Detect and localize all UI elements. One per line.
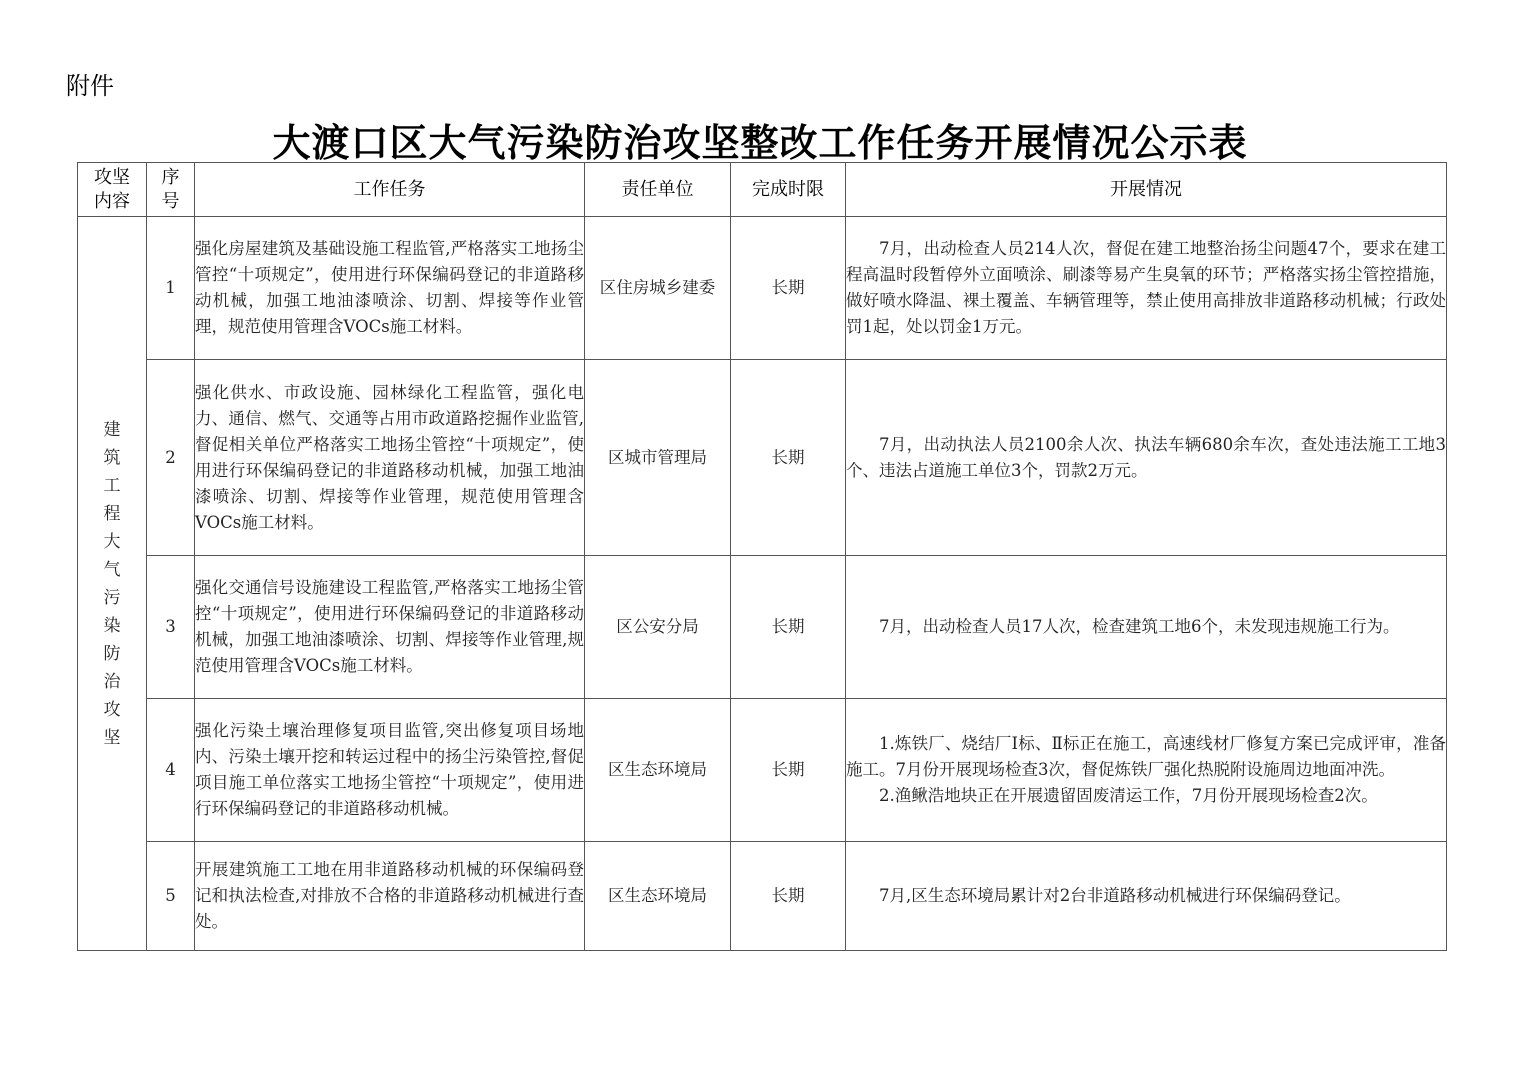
status-item-2: 2.渔鳅浩地块正在开展遗留固废清运工作，7月份开展现场检查2次。 bbox=[879, 786, 1378, 805]
row-seq: 5 bbox=[147, 842, 195, 951]
page-title: 大渡口区大气污染防治攻坚整改工作任务开展情况公示表 bbox=[272, 120, 1248, 165]
row-deadline: 长期 bbox=[731, 842, 846, 951]
row-deadline: 长期 bbox=[731, 556, 846, 699]
row-status: 7月，出动检查人员214人次，督促在建工地整治扬尘问题47个，要求在建工程高温时段暂停外立面喷涂、刷漆等易产生臭氧的环节；严格落实扬尘管控措施，做好喷水降温、裸土覆盖、车辆管理等，禁止使用高排放非道路移动机械；行政处罚1起，处以罚金1万元。 bbox=[846, 217, 1447, 360]
table-row bbox=[78, 360, 1447, 556]
table-header-row bbox=[78, 163, 1447, 217]
header-unit: 责任单位 bbox=[585, 163, 731, 217]
row-task: 强化污染土壤治理修复项目监管,突出修复项目场地内、污染土壤开挖和转运过程中的扬尘污染管控,督促项目施工单位落实工地扬尘管控“十项规定”，使用进行环保编码登记的非道路移动机械。 bbox=[195, 699, 585, 842]
category-cell: 建筑工程大气污染防治攻坚 bbox=[78, 217, 147, 951]
row-unit: 区生态环境局 bbox=[585, 699, 731, 842]
row-seq: 3 bbox=[147, 556, 195, 699]
table-row bbox=[78, 699, 1447, 842]
attachment-label: 附件 bbox=[66, 72, 114, 100]
header-task: 工作任务 bbox=[195, 163, 585, 217]
row-seq: 2 bbox=[147, 360, 195, 556]
row-unit: 区生态环境局 bbox=[585, 842, 731, 951]
row-status: 7月，出动检查人员17人次，检查建筑工地6个，未发现违规施工行为。 bbox=[846, 556, 1447, 699]
row-deadline: 长期 bbox=[731, 217, 846, 360]
header-status: 开展情况 bbox=[846, 163, 1447, 217]
header-category: 攻坚内容 bbox=[78, 163, 147, 217]
row-status: 7月，出动执法人员2100余人次、执法车辆680余车次，查处违法施工工地3个、违法占道施工单位3个，罚款2万元。 bbox=[846, 360, 1447, 556]
status-item-1: 1.炼铁厂、烧结厂Ⅰ标、Ⅱ标正在施工，高速线材厂修复方案已完成评审，准备施工。7月份开展现场检查3次，督促炼铁厂强化热脱附设施周边地面冲洗。 bbox=[846, 734, 1446, 779]
row-unit: 区城市管理局 bbox=[585, 360, 731, 556]
header-deadline: 完成时限 bbox=[731, 163, 846, 217]
row-unit: 区住房城乡建委 bbox=[585, 217, 731, 360]
row-status: 7月,区生态环境局累计对2台非道路移动机械进行环保编码登记。 bbox=[846, 842, 1447, 951]
header-seq: 序号 bbox=[147, 163, 195, 217]
row-unit: 区公安分局 bbox=[585, 556, 731, 699]
row-task: 强化交通信号设施建设工程监管,严格落实工地扬尘管控“十项规定”，使用进行环保编码登记的非道路移动机械，加强工地油漆喷涂、切割、焊接等作业管理,规范使用管理含VOCs施工材料。 bbox=[195, 556, 585, 699]
table-row bbox=[78, 842, 1447, 951]
row-seq: 1 bbox=[147, 217, 195, 360]
row-task: 强化房屋建筑及基础设施工程监管,严格落实工地扬尘管控“十项规定”，使用进行环保编码登记的非道路移动机械，加强工地油漆喷涂、切割、焊接等作业管理，规范使用管理含VOCs施工材料。 bbox=[195, 217, 585, 360]
table-row bbox=[78, 217, 1447, 360]
task-table bbox=[77, 162, 1447, 951]
row-status bbox=[846, 699, 1447, 842]
table-row bbox=[78, 556, 1447, 699]
row-task: 开展建筑施工工地在用非道路移动机械的环保编码登记和执法检查,对排放不合格的非道路移动机械进行查处。 bbox=[195, 842, 585, 951]
row-task: 强化供水、市政设施、园林绿化工程监管，强化电力、通信、燃气、交通等占用市政道路挖掘作业监管,督促相关单位严格落实工地扬尘管控“十项规定”，使用进行环保编码登记的非道路移动机械，加强工地油漆喷涂、切割、焊接等作业管理，规范使用管理含VOCs施工材料。 bbox=[195, 360, 585, 556]
row-seq: 4 bbox=[147, 699, 195, 842]
row-deadline: 长期 bbox=[731, 360, 846, 556]
row-deadline: 长期 bbox=[731, 699, 846, 842]
